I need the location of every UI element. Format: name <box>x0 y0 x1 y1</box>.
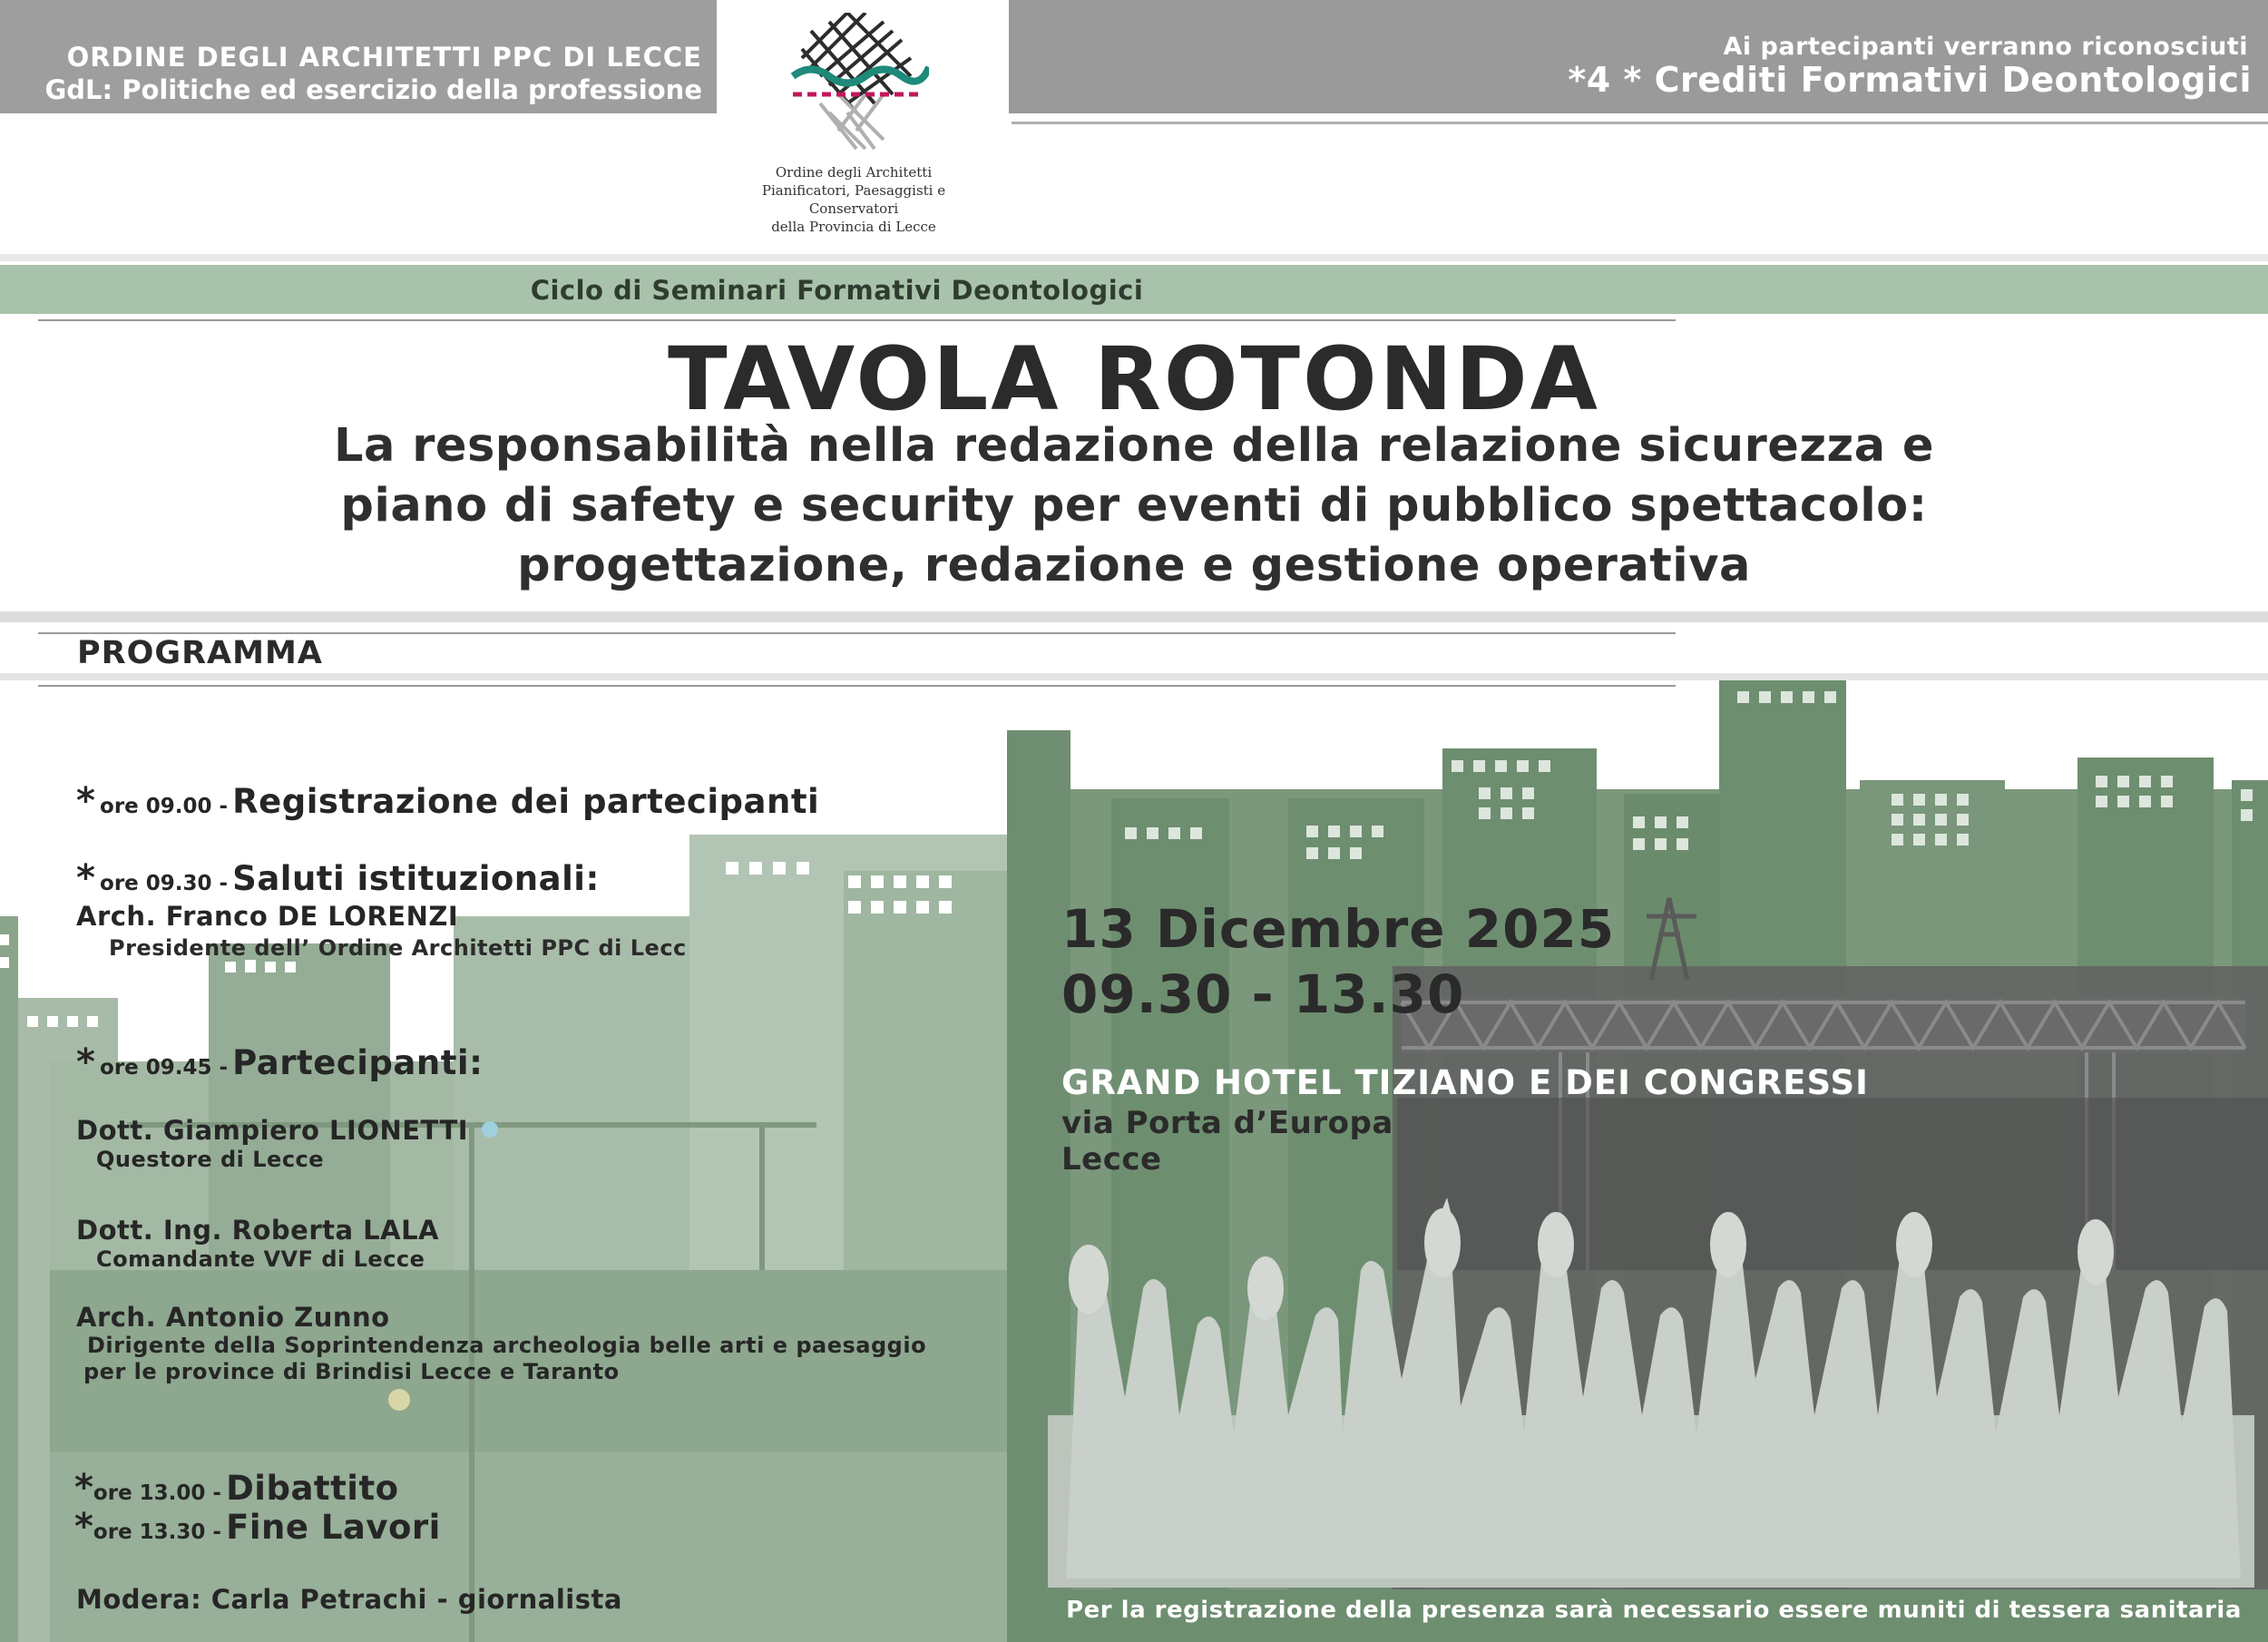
event-venue: GRAND HOTEL TIZIANO E DEI CONGRESSI <box>1061 1063 1869 1102</box>
program-label: Registrazione dei partecipanti <box>232 782 820 821</box>
logo-caption <box>719 163 989 236</box>
logo <box>719 7 989 245</box>
logo-caption-line: della Provincia di Lecce <box>771 219 936 235</box>
logo-caption-line: Ordine degli Architetti <box>775 164 933 181</box>
participant-name: Dott. Giampiero LIONETTI <box>76 1115 469 1146</box>
program-item <box>74 1506 441 1548</box>
program-time: ore 13.30 - <box>93 1520 221 1544</box>
bullet-star: * <box>74 1506 93 1548</box>
program-item <box>76 780 819 822</box>
program-time: ore 13.00 - <box>93 1481 221 1505</box>
event-date: 13 Dicembre 2025 <box>1061 898 1616 960</box>
moderator: Modera: Carla Petrachi - giornalista <box>76 1584 622 1615</box>
divider-line <box>38 319 1676 321</box>
program-item <box>74 1467 399 1509</box>
bullet-star: * <box>76 857 95 899</box>
event-subtitle-line: progettazione, redazione e gestione operativa <box>517 539 1751 592</box>
program-item <box>76 1041 483 1083</box>
participant-role: per le province di Brindisi Lecce e Taranto <box>83 1359 620 1384</box>
bullet-star: * <box>74 1467 93 1509</box>
event-subtitle-line: piano di safety e security per eventi di pubblico spettacolo: <box>340 479 1928 533</box>
program-label: Partecipanti: <box>232 1043 484 1082</box>
event-address: via Porta d’Europa <box>1061 1105 1393 1141</box>
shadow-line <box>0 254 2268 261</box>
program-time: ore 09.00 - <box>100 795 229 818</box>
divider-line <box>1012 122 2268 124</box>
credits-count: *4 * Crediti Formativi Deontologici <box>1568 60 2252 100</box>
event-time: 09.30 - 13.30 <box>1061 963 1465 1025</box>
participant-role: Questore di Lecce <box>96 1147 325 1172</box>
program-item <box>76 857 600 899</box>
credits-intro: Ai partecipanti verranno riconosciuti <box>1723 33 2248 61</box>
program-label: Dibattito <box>226 1469 399 1508</box>
org-name: ORDINE DEGLI ARCHITETTI PPC DI LECCE <box>66 42 702 73</box>
series-title: Ciclo di Seminari Formativi Deontologici <box>530 275 1144 306</box>
bullet-star: * <box>76 1041 95 1083</box>
program-label: Fine Lavori <box>226 1508 441 1547</box>
program-time: ore 09.45 - <box>100 1056 229 1080</box>
event-subtitle-line: La responsabilità nella redazione della relazione sicurezza e <box>334 419 1934 473</box>
speaker-role: Presidente dell’ Ordine Architetti PPC di Lecc <box>109 935 687 961</box>
speaker-name: Arch. Franco DE LORENZI <box>76 901 459 932</box>
shadow-band <box>0 611 2268 622</box>
logo-caption-line: Pianificatori, Paesaggisti e Conservatori <box>761 182 946 217</box>
participant-name: Dott. Ing. Roberta LALA <box>76 1215 439 1246</box>
programma-heading: PROGRAMMA <box>77 635 323 671</box>
org-band <box>0 0 717 113</box>
divider-line <box>38 685 1676 687</box>
credits-band <box>1009 0 2268 113</box>
participant-role: Comandante VVF di Lecce <box>96 1246 425 1272</box>
logo-mark-icon <box>784 13 929 158</box>
program-time: ore 09.30 - <box>100 872 229 895</box>
program-label: Saluti istituzionali: <box>232 859 600 898</box>
bullet-star: * <box>76 780 95 822</box>
org-working-group: GdL: Politiche ed esercizio della professione <box>44 74 702 105</box>
divider-line <box>38 632 1676 634</box>
event-title: TAVOLA ROTONDA <box>668 328 1600 430</box>
event-city: Lecce <box>1061 1141 1162 1178</box>
participant-name: Arch. Antonio Zunno <box>76 1302 390 1333</box>
participant-role: Dirigente della Soprintendenza archeologia belle arti e paesaggio <box>87 1333 927 1358</box>
shadow-band <box>0 673 2268 680</box>
registration-note: Per la registrazione della presenza sarà necessario essere muniti di tessera sanitaria <box>1066 1597 2242 1624</box>
